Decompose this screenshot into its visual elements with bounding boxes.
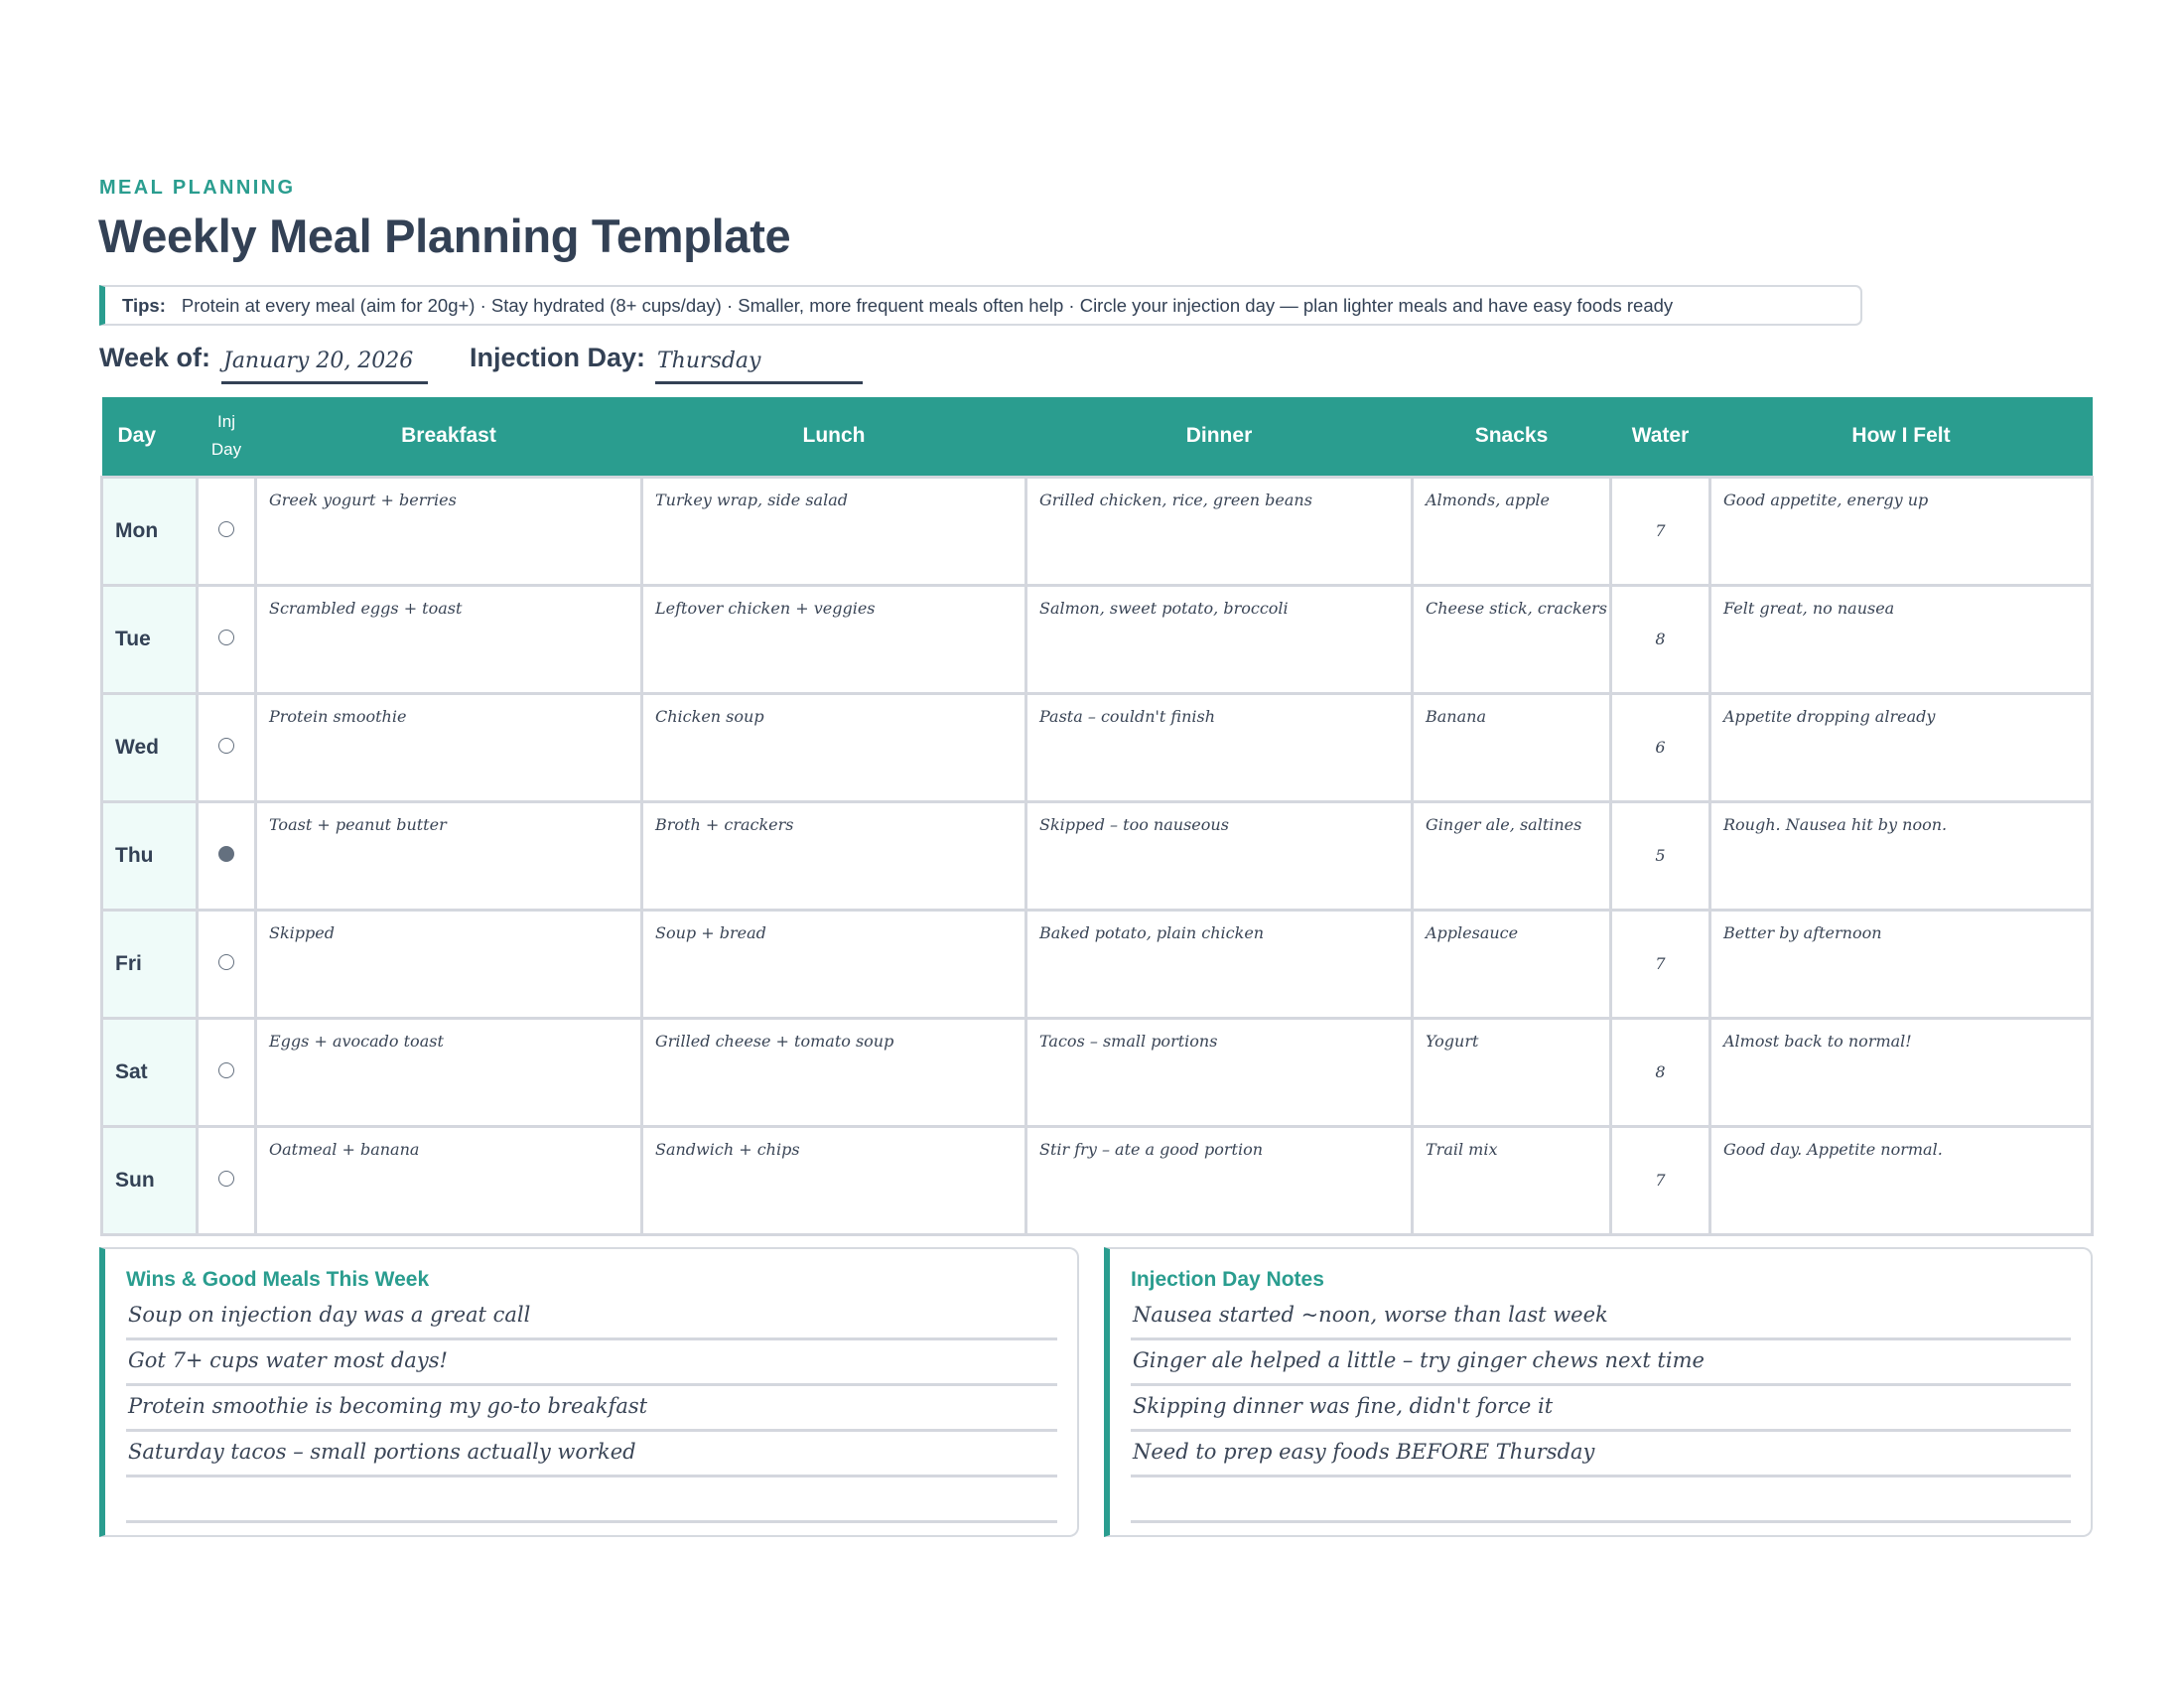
breakfast-cell[interactable]: Eggs + avocado toast [256, 1018, 642, 1126]
wins-line[interactable]: Got 7+ cups water most days! [126, 1340, 1057, 1386]
breakfast-cell[interactable]: Protein smoothie [256, 693, 642, 801]
wins-panel-title: Wins & Good Meals This Week [126, 1268, 430, 1291]
dinner-cell[interactable]: Grilled chicken, rice, green beans [1026, 477, 1413, 585]
snacks-cell[interactable]: Banana [1413, 693, 1611, 801]
week-of-label: Week of: [99, 343, 211, 372]
water-cell[interactable]: 7 [1611, 910, 1710, 1018]
snacks-cell[interactable]: Almonds, apple [1413, 477, 1611, 585]
lunch-cell[interactable]: Turkey wrap, side salad [642, 477, 1026, 585]
wins-line[interactable]: Protein smoothie is becoming my go-to breakfast [126, 1386, 1057, 1432]
table-row [102, 1126, 2093, 1234]
inj-header-line2: Day [210, 440, 242, 460]
lunch-cell[interactable]: Leftover chicken + veggies [642, 585, 1026, 693]
felt-cell[interactable]: Better by afternoon [1710, 910, 2093, 1018]
water-cell[interactable]: 7 [1611, 1126, 1710, 1234]
snacks-cell[interactable]: Applesauce [1413, 910, 1611, 1018]
injection-note-line[interactable]: Need to prep easy foods BEFORE Thursday [1131, 1432, 2071, 1477]
injection-note-line[interactable]: Ginger ale helped a little – try ginger chews next time [1131, 1340, 2071, 1386]
column-header-breakfast: Breakfast [256, 397, 642, 477]
table-row [102, 801, 2093, 910]
column-header-snacks: Snacks [1413, 397, 1611, 477]
injection-toggle[interactable] [198, 1018, 256, 1126]
page-title: Weekly Meal Planning Template [98, 210, 791, 262]
felt-cell[interactable]: Almost back to normal! [1710, 1018, 2093, 1126]
circle-outline-icon [218, 1062, 234, 1078]
table-row [102, 477, 2093, 585]
breakfast-cell[interactable]: Toast + peanut butter [256, 801, 642, 910]
dinner-cell[interactable]: Tacos – small portions [1026, 1018, 1413, 1126]
lunch-cell[interactable]: Chicken soup [642, 693, 1026, 801]
water-cell[interactable]: 8 [1611, 585, 1710, 693]
water-cell[interactable]: 6 [1611, 693, 1710, 801]
column-header-water: Water [1611, 397, 1710, 477]
water-cell[interactable]: 8 [1611, 1018, 1710, 1126]
dinner-cell[interactable]: Skipped – too nauseous [1026, 801, 1413, 910]
circle-filled-icon [218, 846, 234, 862]
snacks-cell[interactable]: Ginger ale, saltines [1413, 801, 1611, 910]
inj-header-line1: Inj [217, 412, 235, 432]
wins-line[interactable]: Saturday tacos – small portions actually worked [126, 1432, 1057, 1477]
circle-outline-icon [218, 630, 234, 645]
breakfast-cell[interactable]: Scrambled eggs + toast [256, 585, 642, 693]
column-header-how-i-felt: How I Felt [1710, 397, 2093, 477]
day-cell: Fri [102, 910, 198, 1018]
snacks-cell[interactable]: Yogurt [1413, 1018, 1611, 1126]
tips-label: Tips: [122, 294, 166, 316]
circle-outline-icon [218, 738, 234, 754]
dinner-cell[interactable]: Stir fry – ate a good portion [1026, 1126, 1413, 1234]
week-of-field[interactable]: January 20, 2026 [221, 343, 428, 384]
column-header-lunch: Lunch [642, 397, 1026, 477]
table-row [102, 910, 2093, 1018]
tips-text: Protein at every meal (aim for 20g+) · Stay hydrated (8+ cups/day) · Smaller, more frequent meals often help · Circle your injection day — plan lighter meals and have easy foods ready [181, 294, 1674, 316]
table-header-row [102, 397, 2093, 477]
water-cell[interactable]: 7 [1611, 477, 1710, 585]
injection-toggle[interactable] [198, 477, 256, 585]
injection-note-line[interactable] [1131, 1477, 2071, 1523]
day-cell: Sun [102, 1126, 198, 1234]
table-row [102, 585, 2093, 693]
breakfast-cell[interactable]: Skipped [256, 910, 642, 1018]
breakfast-cell[interactable]: Oatmeal + banana [256, 1126, 642, 1234]
breakfast-cell[interactable]: Greek yogurt + berries [256, 477, 642, 585]
snacks-cell[interactable]: Trail mix [1413, 1126, 1611, 1234]
felt-cell[interactable]: Appetite dropping already [1710, 693, 2093, 801]
wins-panel [99, 1247, 1079, 1537]
table-row [102, 693, 2093, 801]
felt-cell[interactable]: Rough. Nausea hit by noon. [1710, 801, 2093, 910]
day-cell: Wed [102, 693, 198, 801]
day-cell: Mon [102, 477, 198, 585]
weekly-meal-table [100, 397, 2094, 1236]
lunch-cell[interactable]: Sandwich + chips [642, 1126, 1026, 1234]
day-cell: Sat [102, 1018, 198, 1126]
injection-toggle[interactable] [198, 585, 256, 693]
lunch-cell[interactable]: Grilled cheese + tomato soup [642, 1018, 1026, 1126]
injection-toggle[interactable] [198, 801, 256, 910]
section-eyebrow: MEAL PLANNING [99, 177, 296, 199]
injection-toggle[interactable] [198, 693, 256, 801]
column-header-day: Day [102, 397, 198, 477]
injection-day-label: Injection Day: [470, 343, 646, 372]
injection-toggle[interactable] [198, 910, 256, 1018]
injection-day-field[interactable]: Thursday [655, 343, 863, 384]
lunch-cell[interactable]: Broth + crackers [642, 801, 1026, 910]
dinner-cell[interactable]: Baked potato, plain chicken [1026, 910, 1413, 1018]
tips-banner [99, 285, 1862, 326]
felt-cell[interactable]: Good day. Appetite normal. [1710, 1126, 2093, 1234]
injection-toggle[interactable] [198, 1126, 256, 1234]
wins-line[interactable]: Soup on injection day was a great call [126, 1295, 1057, 1340]
injection-notes-panel [1104, 1247, 2093, 1537]
circle-outline-icon [218, 521, 234, 537]
felt-cell[interactable]: Felt great, no nausea [1710, 585, 2093, 693]
injection-notes-title: Injection Day Notes [1131, 1268, 1324, 1291]
dinner-cell[interactable]: Salmon, sweet potato, broccoli [1026, 585, 1413, 693]
injection-note-line[interactable]: Skipping dinner was fine, didn't force it [1131, 1386, 2071, 1432]
column-header-dinner: Dinner [1026, 397, 1413, 477]
dinner-cell[interactable]: Pasta – couldn't finish [1026, 693, 1413, 801]
column-header-inj-day [198, 397, 256, 477]
table-row [102, 1018, 2093, 1126]
circle-outline-icon [218, 954, 234, 970]
day-cell: Thu [102, 801, 198, 910]
snacks-cell[interactable]: Cheese stick, crackers [1413, 585, 1611, 693]
felt-cell[interactable]: Good appetite, energy up [1710, 477, 2093, 585]
circle-outline-icon [218, 1171, 234, 1187]
day-cell: Tue [102, 585, 198, 693]
injection-note-line[interactable]: Nausea started ~noon, worse than last week [1131, 1295, 2071, 1340]
water-cell[interactable]: 5 [1611, 801, 1710, 910]
wins-line[interactable] [126, 1477, 1057, 1523]
lunch-cell[interactable]: Soup + bread [642, 910, 1026, 1018]
